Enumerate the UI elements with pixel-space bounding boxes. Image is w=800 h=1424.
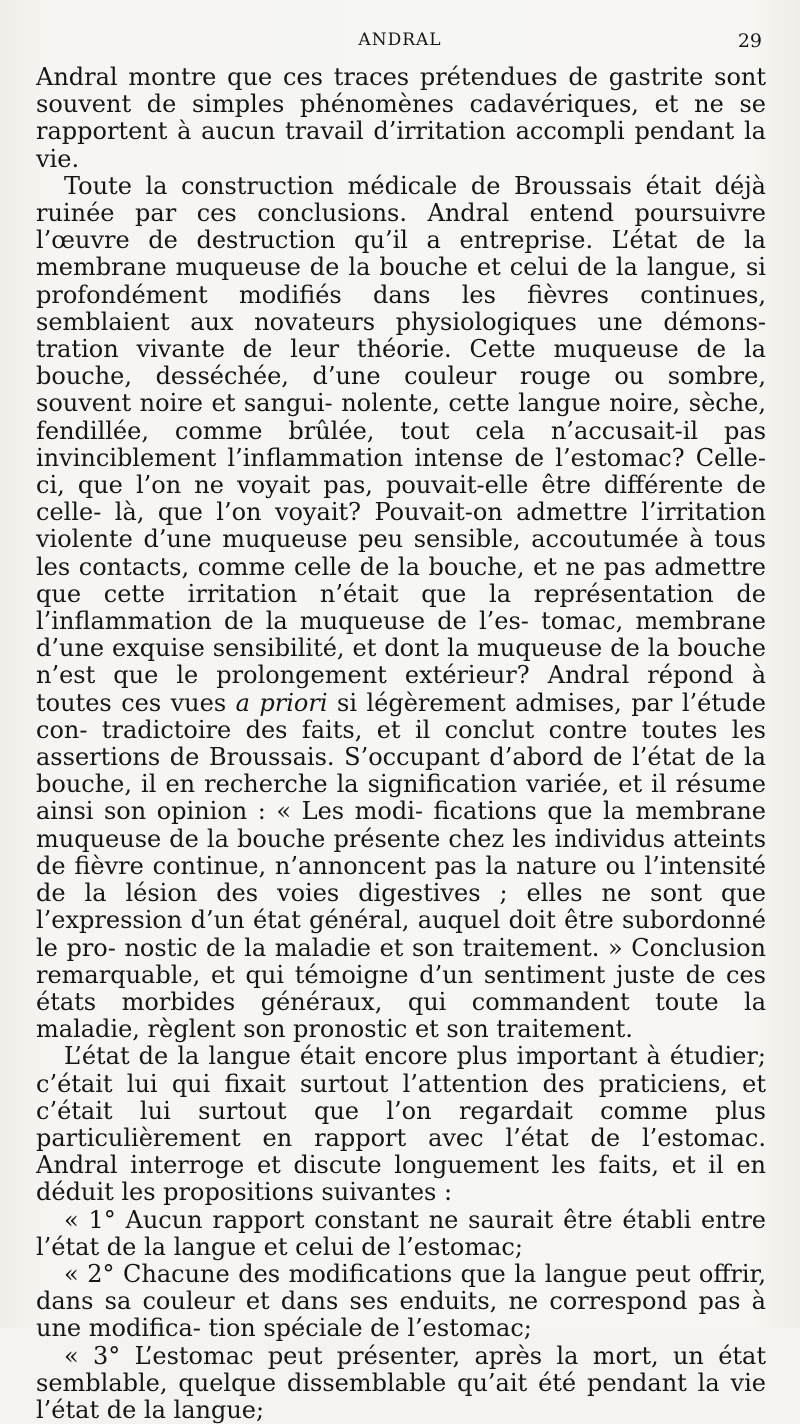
text-line: ou l’intensité de la lésion des voies digestives ; elles ne sont que	[36, 851, 766, 908]
text-line: sa couleur et dans ses enduits, ne correspond pas à une modifica-	[36, 1287, 766, 1343]
paragraph	[36, 1207, 766, 1261]
text-line: et il en déduit les propositions suivantes :	[36, 1151, 766, 1207]
body-text	[36, 64, 766, 1424]
italic-phrase: a priori	[235, 688, 328, 717]
text-line: Andral montre que ces traces prétendues de gastrite sont souvent	[36, 63, 766, 119]
text-line: la signification variée, et il résume ainsi son opinion : « Les modi-	[36, 770, 766, 826]
text-segment: à toutes ces vues	[36, 661, 766, 717]
text-line: là, que l’on voyait? Pouvait-on admettre l’irritation violente d’une	[36, 498, 766, 554]
text-line: l’état de l’estomac. Andral interroge et discute longuement les faits,	[36, 1123, 766, 1180]
text-line: « 1° Aucun rapport constant ne saurait être établi entre l’état de	[36, 1205, 766, 1261]
text-line: les individus atteints de fièvre continue, n’annoncent pas la nature	[36, 824, 767, 880]
text-line: traitement.	[496, 1015, 633, 1044]
text-line: desséchée, d’une couleur rouge ou sombre, souvent noire et sangui-	[36, 362, 766, 418]
text-line: que l’on regardait comme plus particulièrement en rapport avec	[36, 1096, 766, 1152]
text-line: tion spéciale de l’estomac;	[208, 1314, 532, 1343]
running-head	[0, 30, 800, 54]
text-line: tomac, membrane d’une exquise sensibilité, et dont la muqueuse	[36, 607, 766, 663]
text-line: quelque dissemblable qu’ait été pendant la vie l’état de la langue;	[36, 1368, 766, 1424]
text-line: continues, semblaient aux novateurs physiologiques une démons-	[36, 280, 766, 336]
text-line: nostic de la maladie et son traitement. » Conclusion remarquable,	[36, 933, 766, 989]
text-line: « 2° Chacune des modifications que la langue peut offrir, dans	[36, 1259, 766, 1316]
text-line: et qui témoigne d’un sentiment juste de ces états morbides généraux,	[36, 960, 766, 1016]
text-line: fications que la membrane muqueuse de la bouche présente chez	[36, 797, 766, 853]
text-line: et celui de la langue, si profondément modifiés dans les fièvres	[36, 253, 766, 309]
text-line: Celle-ci, que l’on ne voyait pas, pouvait-elle être différente de celle-	[36, 443, 766, 527]
paragraph	[36, 1261, 766, 1343]
text-line: « 3° L’estomac peut présenter, après la mort, un état semblable,	[36, 1341, 766, 1397]
text-line: lui qui fixait surtout l’attention des praticiens, et c’était lui surtout	[36, 1069, 766, 1125]
text-line: n’accusait-il pas invinciblement l’inflammation intense de l’estomac?	[36, 416, 767, 472]
text-line: nolente, cette langue noire, sèche, fendillée, comme brûlée, tout cela	[36, 389, 766, 445]
text-line: muqueuse peu sensible, accoutumée à tous les contacts, comme	[36, 525, 767, 581]
text-line: qu’il a entreprise. L’état de la membrane muqueuse de la bouche	[36, 226, 766, 282]
text-line: celle de la bouche, et ne pas admettre que cette irritation n’était	[36, 552, 766, 608]
text-line: de simples phénomènes cadavériques, et ne se rapportent à aucun	[36, 90, 767, 146]
text-line: travail d’irritation accompli pendant la vie.	[36, 117, 766, 173]
page-number: 29	[737, 30, 762, 52]
text-line: Broussais. S’occupant d’abord de l’état de la bouche, il en recherche	[36, 743, 766, 799]
text-line: L’état de la langue était encore plus important à étudier; c’était	[36, 1042, 766, 1098]
text-line: que la représentation de l’inflammation de la muqueuse de l’es-	[36, 579, 766, 636]
text-line: Toute la construction médicale de Broussais était déjà ruinée	[36, 171, 766, 228]
text-line: qui commandent toute la maladie, règlent son pronostic et son	[36, 987, 767, 1044]
paragraph	[36, 1343, 766, 1424]
text-line: la langue et celui de l’estomac;	[143, 1232, 523, 1261]
paragraph	[36, 1043, 766, 1206]
text-line: par ces conclusions. Andral entend poursuivre l’œuvre de destruction	[36, 199, 766, 255]
running-title: ANDRAL	[358, 30, 442, 50]
text-line: tration vivante de leur théorie. Cette muqueuse de la bouche,	[36, 335, 766, 391]
text-line: l’expression d’un état général, auquel doit être subordonné le pro-	[36, 906, 766, 962]
text-line: tradictoire des faits, et il conclut contre toutes les assertions de	[36, 715, 766, 772]
text-segment: si légèrement admises, par l’étude con-	[36, 688, 766, 744]
paragraph	[36, 173, 766, 1044]
text-line: de la bouche n’est que le prolongement extérieur? Andral répond	[36, 634, 766, 690]
paragraph	[36, 64, 766, 173]
